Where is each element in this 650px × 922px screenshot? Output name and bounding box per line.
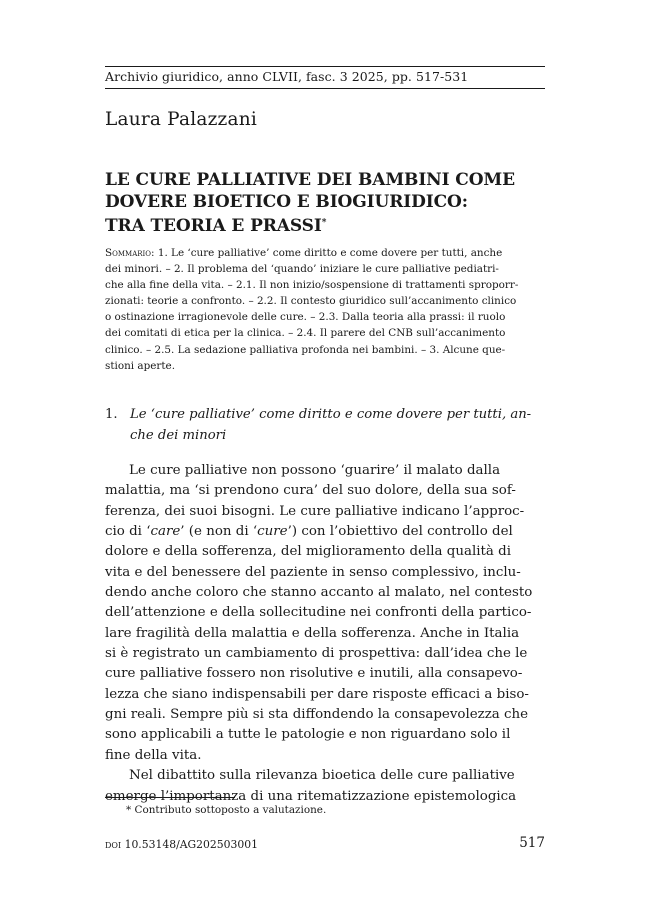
summary-line: [105, 245, 545, 261]
header-rule-bottom: [105, 88, 545, 89]
summary-line: o ostinazione irragionevole delle cure. – 2.3. Dalla teoria alla prassi: il ruolo: [105, 311, 506, 324]
body-line: [105, 522, 545, 542]
body-line: emerge l’importanza di una ritematizzazione epistemologica: [105, 788, 517, 804]
summary-line: dei comitati di etica per la clinica. – 2.4. Il parere del CNB sull’accanimento: [105, 327, 506, 340]
journal-citation: Archivio giuridico, anno CLVII, fasc. 3 2025, pp. 517-531: [105, 69, 469, 84]
summary: [105, 245, 545, 374]
body-text-segment: cio di ‘: [105, 524, 151, 540]
summary-line: dei minori. – 2. Il problema del ‘quando’ iniziare le cure palliative pediatri-: [105, 263, 499, 276]
body-line: dolore e della sofferenza, del miglioramento della qualità di: [105, 544, 511, 560]
body-text-segment: ’) con l’obiettivo del controllo del: [287, 524, 513, 540]
body-italic-care: care: [150, 524, 181, 540]
body-text-segment: ’ (e non di ‘: [180, 524, 258, 540]
doi-value: 10.53148/AG202503001: [121, 838, 258, 851]
body-line: Le cure palliative non possono ‘guarire’ il malato dalla: [129, 463, 501, 478]
summary-line: zionati: teorie a confronto. – 2.2. Il contesto giuridico sull’accanimento clinico: [105, 295, 517, 308]
body-line: malattia, ma ‘si prendono cura’ del suo dolore, della sua sof-: [105, 483, 516, 499]
body-line: dell’attenzione e della sollecitudine nei confronti della partico-: [105, 605, 532, 621]
summary-label: Sommario:: [105, 247, 155, 259]
footnote: * Contributo sottoposto a valutazione.: [126, 804, 327, 816]
header-rule-top: [105, 66, 545, 67]
body-line: dendo anche coloro che stanno accanto al malato, nel contesto: [105, 585, 533, 601]
body-line: si è registrato un cambiamento di prospettiva: dall’idea che le: [105, 646, 528, 662]
body-line: Nel dibattito sulla rilevanza bioetica delle cure palliative: [129, 768, 515, 784]
body-line: lare fragilità della malattia e della sofferenza. Anche in Italia: [105, 625, 520, 641]
section-title-line: Le ‘cure palliative’ come diritto e come dovere per tutti, an-: [130, 407, 532, 422]
body-italic-cure: cure: [257, 524, 288, 540]
body-line: cure palliative fossero non risolutive e inutili, alla consapevo-: [105, 666, 523, 682]
summary-line: stioni aperte.: [105, 359, 175, 372]
title-line-text: TRA TEORIA E PRASSI: [105, 216, 322, 236]
section-number: 1.: [105, 407, 118, 422]
title-line: LE CURE PALLIATIVE DEI BAMBINI COME: [105, 170, 516, 190]
body-line: gni reali. Sempre più si sta diffondendo la consapevolezza che: [105, 707, 529, 723]
summary-line: che alla fine della vita. – 2.1. Il non inizio/sospensione di trattamenti sproporr-: [105, 279, 519, 292]
summary-text: 1. Le ‘cure palliative’ come diritto e come dovere per tutti, anche: [154, 247, 503, 259]
section-title: [130, 404, 531, 446]
doi[interactable]: [105, 838, 258, 851]
section-title-line: che dei minori: [130, 428, 227, 443]
body-line: vita e del benessere del paziente in senso complessivo, inclu-: [105, 564, 521, 580]
footnote-rule: [105, 797, 235, 798]
body-line: ferenza, dei suoi bisogni. Le cure palliative indicano l’approc-: [105, 503, 525, 519]
body-line: sono applicabili a tutte le patologie e non riguardano solo il: [105, 727, 511, 743]
page: [105, 0, 545, 922]
author-name: Laura Palazzani: [105, 109, 257, 130]
article-title: [105, 170, 555, 238]
body-text: [105, 461, 545, 807]
body-line: lezza che siano indispensabili per dare risposte efficaci a biso-: [105, 686, 529, 702]
page-number: 517: [519, 835, 545, 851]
title-footnote-marker[interactable]: *: [321, 218, 327, 228]
summary-line: clinico. – 2.5. La sedazione palliativa profonda nei bambini. – 3. Alcune que-: [105, 343, 506, 356]
title-line: [105, 213, 555, 238]
doi-label: doi: [105, 838, 122, 851]
title-line: DOVERE BIOETICO E BIOGIURIDICO:: [105, 191, 468, 212]
body-line: fine della vita.: [105, 747, 202, 763]
